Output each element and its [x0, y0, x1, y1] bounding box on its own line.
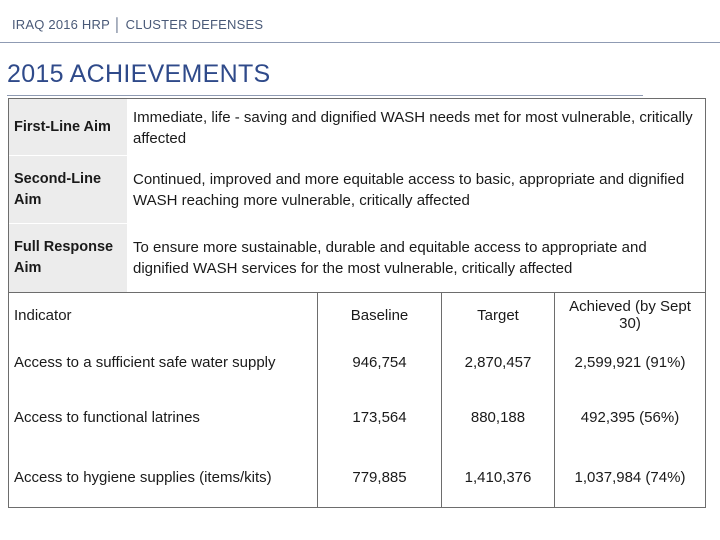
header-achieved: Achieved (by Sept 30): [555, 293, 706, 337]
aim-text: To ensure more sustainable, durable and equitable access to appropriate and dignified WASH services for the most vulnerable, critically affected: [127, 224, 705, 293]
target-value: 2,870,457: [442, 337, 555, 387]
aim-text: Continued, improved and more equitable access to basic, appropriate and dignified WASH reaching more vulnerable, critically affected: [133, 171, 685, 209]
aim-row-full-response: [9, 224, 705, 293]
page-title: 2015 ACHIEVEMENTS: [7, 60, 271, 88]
aim-row-second-line: [9, 156, 705, 224]
baseline-value: 779,885: [318, 447, 442, 507]
header-baseline: Baseline: [318, 293, 442, 337]
achieved-value: 2,599,921 (91%): [555, 337, 706, 387]
title-divider: [7, 95, 643, 96]
aim-text: Immediate, life - saving and dignified WASH needs met for most vulnerable, critically affected: [133, 108, 693, 147]
baseline-value: 173,564: [318, 387, 442, 447]
indicator-name: Access to hygiene supplies (items/kits): [14, 468, 272, 486]
target-value: 1,410,376: [442, 447, 555, 507]
aim-row-first-line: [9, 99, 705, 156]
baseline-value: 946,754: [318, 337, 442, 387]
breadcrumb: IRAQ 2016 HRP │ CLUSTER DEFENSES: [12, 17, 264, 32]
table-row: [9, 387, 705, 447]
indicator-name: Access to a sufficient safe water supply: [14, 353, 276, 371]
achieved-value: 492,395 (56%): [555, 387, 706, 447]
header-target: Target: [442, 293, 555, 337]
table-row: [9, 447, 705, 507]
indicator-name: Access to functional latrines: [14, 408, 200, 426]
indicator-table: [9, 293, 705, 507]
indicator-header-row: [9, 293, 705, 337]
header-divider: [0, 42, 720, 43]
achievements-table: [8, 98, 706, 508]
aim-label: Second-Line Aim: [9, 156, 127, 224]
aim-label: Full Response Aim: [9, 224, 127, 293]
aim-label: First-Line Aim: [9, 99, 127, 156]
target-value: 880,188: [442, 387, 555, 447]
table-row: [9, 337, 705, 387]
header-indicator: Indicator: [14, 306, 72, 324]
achieved-value: 1,037,984 (74%): [555, 447, 706, 507]
